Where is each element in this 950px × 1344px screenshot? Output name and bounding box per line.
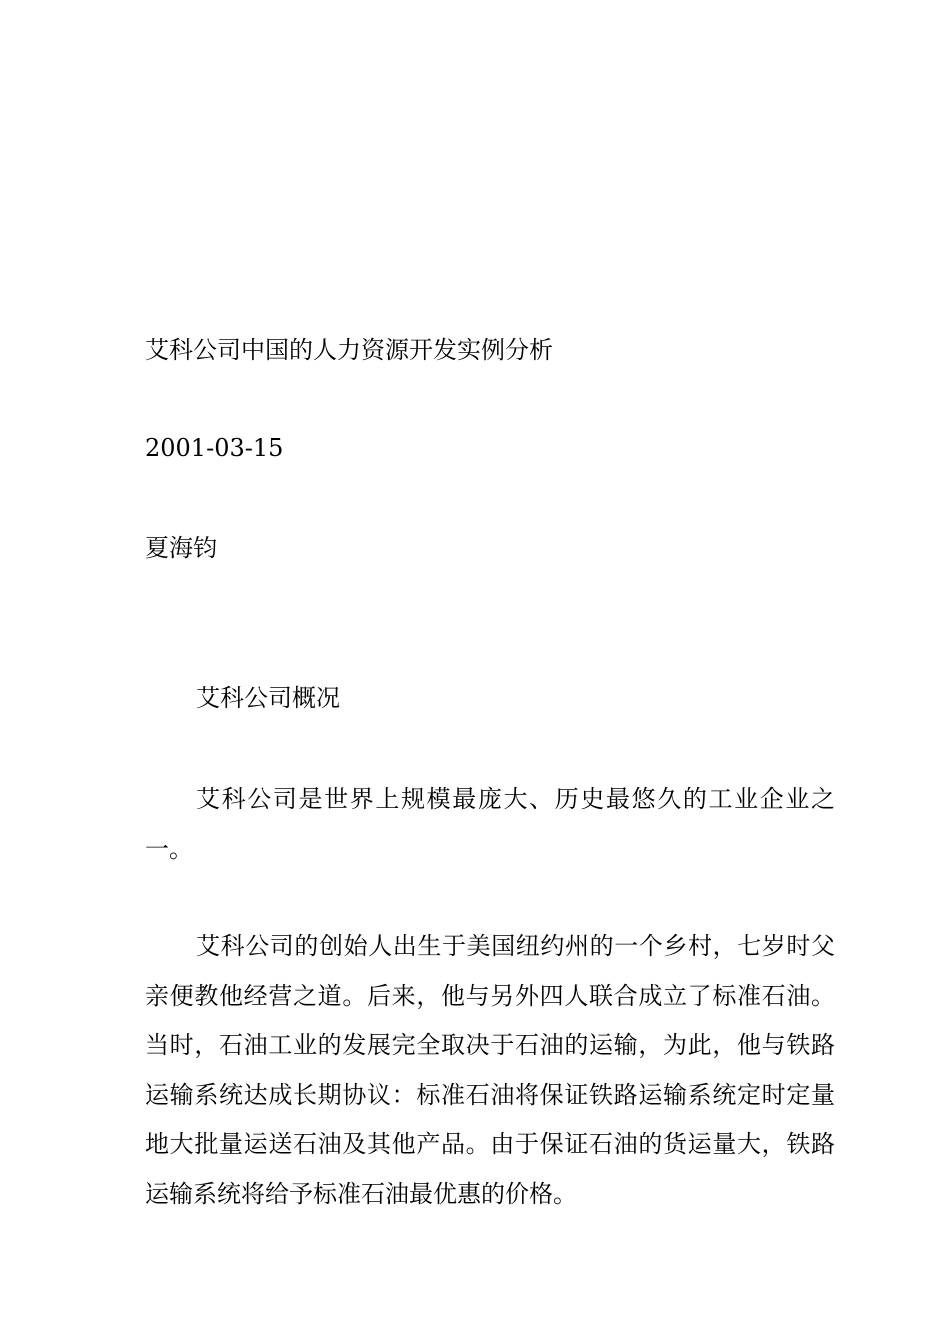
document-author: 夏海钧 xyxy=(145,534,217,562)
paragraph-founder: 艾科公司的创始人出生于美国纽约州的一个乡村，七岁时父亲便教他经营之道。后来，他与另外四人联合成立了标准石油。当时，石油工业的发展完全取决于石油的运输，为此，他与铁路运输系统达成长期协议：标准石油将保证铁路运输系统定时定量地大批量运送石油及其他产品。由于保证石油的货运量大，铁路运输系统将给予标准石油最优惠的价格。 xyxy=(145,932,835,1208)
section-heading: 艾科公司概况 xyxy=(196,684,340,712)
document-date: 2001-03-15 xyxy=(145,434,284,462)
document-title: 艾科公司中国的人力资源开发实例分析 xyxy=(145,336,553,364)
paragraph-intro: 艾科公司是世界上规模最庞大、历史最悠久的工业企业之一。 xyxy=(145,785,835,863)
